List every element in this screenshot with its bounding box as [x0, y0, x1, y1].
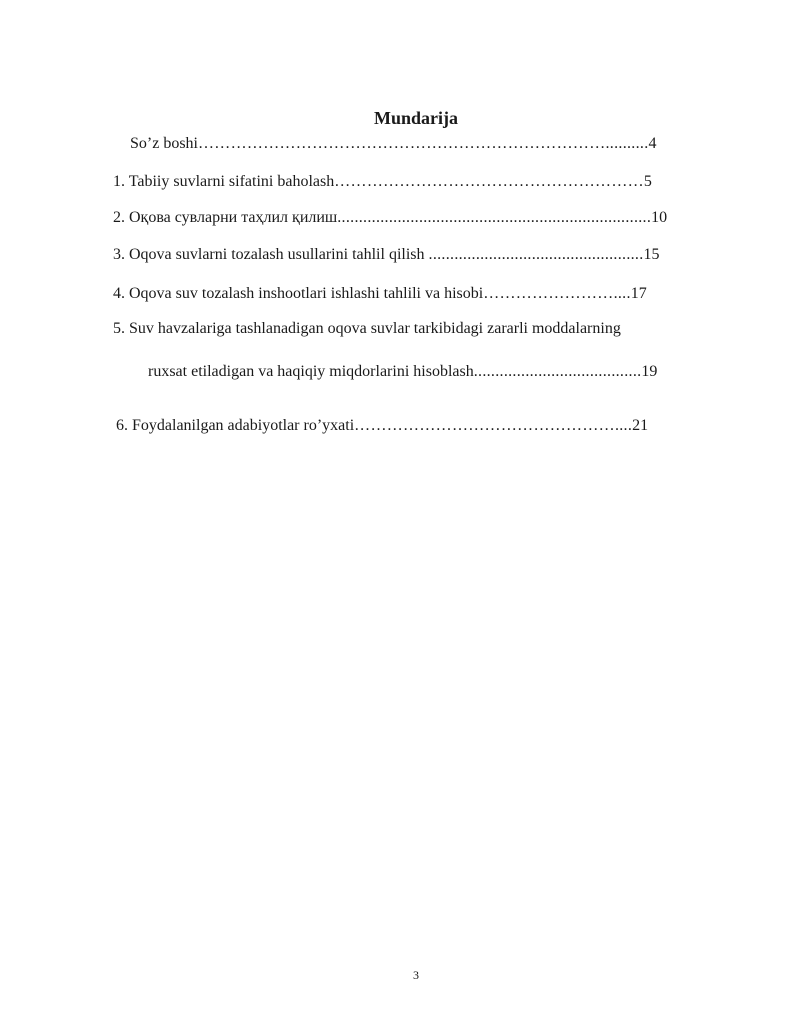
- toc-entry-page: 10: [651, 209, 668, 226]
- toc-entry-page: 15: [643, 246, 660, 263]
- footer-page-number: 3: [413, 968, 419, 982]
- toc-entry-page: 17: [630, 285, 647, 302]
- toc-entry: [113, 172, 652, 192]
- toc-entry-text: 2. Оқова сувларни таҳлил қилиш: [113, 209, 338, 226]
- toc-entry-leader: .........................................................................: [337, 209, 652, 226]
- toc-entry-text: So’z boshi: [130, 135, 198, 152]
- toc-entry-text: ruxsat etiladigan va haqiqiy miqdorlarini hisoblash: [148, 363, 474, 380]
- toc-entry-leader: …………………………………………………: [334, 173, 644, 190]
- toc-entry-text: 4. Oqova suv tozalash inshootlari ishlashi tahlili va hisobi: [113, 285, 484, 302]
- toc-entry-page: 21: [632, 417, 649, 434]
- toc-entry-leader: …………………………………………....: [354, 417, 633, 434]
- toc-entry-leader: .......................................: [473, 363, 642, 380]
- toc-entry-page: 5: [643, 173, 652, 190]
- toc-entry: [113, 208, 667, 228]
- toc-entry-leader: ……………………....: [483, 285, 631, 302]
- toc-entry: [130, 134, 657, 154]
- toc-entry: [113, 284, 647, 304]
- toc-entry: [113, 319, 621, 339]
- toc-entry-text: 3. Oqova suvlarni tozalash usullarini tahlil qilish: [113, 246, 429, 263]
- toc-entry: [113, 245, 660, 265]
- toc-entry: [116, 416, 648, 436]
- toc-entry-page: 19: [641, 363, 658, 380]
- toc-entry-leader: …………………………………………………………………..........: [198, 135, 649, 152]
- toc-entry-text: 5. Suv havzalariga tashlanadigan oqova suvlar tarkibidagi zararli moddalarning: [113, 320, 621, 337]
- toc-entry-text: 6. Foydalanilgan adabiyotlar ro’yxati: [116, 417, 355, 434]
- toc-entry-leader: ..................................................: [428, 246, 644, 263]
- toc-entry-continuation: [148, 362, 657, 382]
- toc-entry-text: 1. Tabiiy suvlarni sifatini baholash: [113, 173, 335, 190]
- toc-entry-page: 4: [648, 135, 657, 152]
- page-title: Mundarija: [373, 108, 458, 128]
